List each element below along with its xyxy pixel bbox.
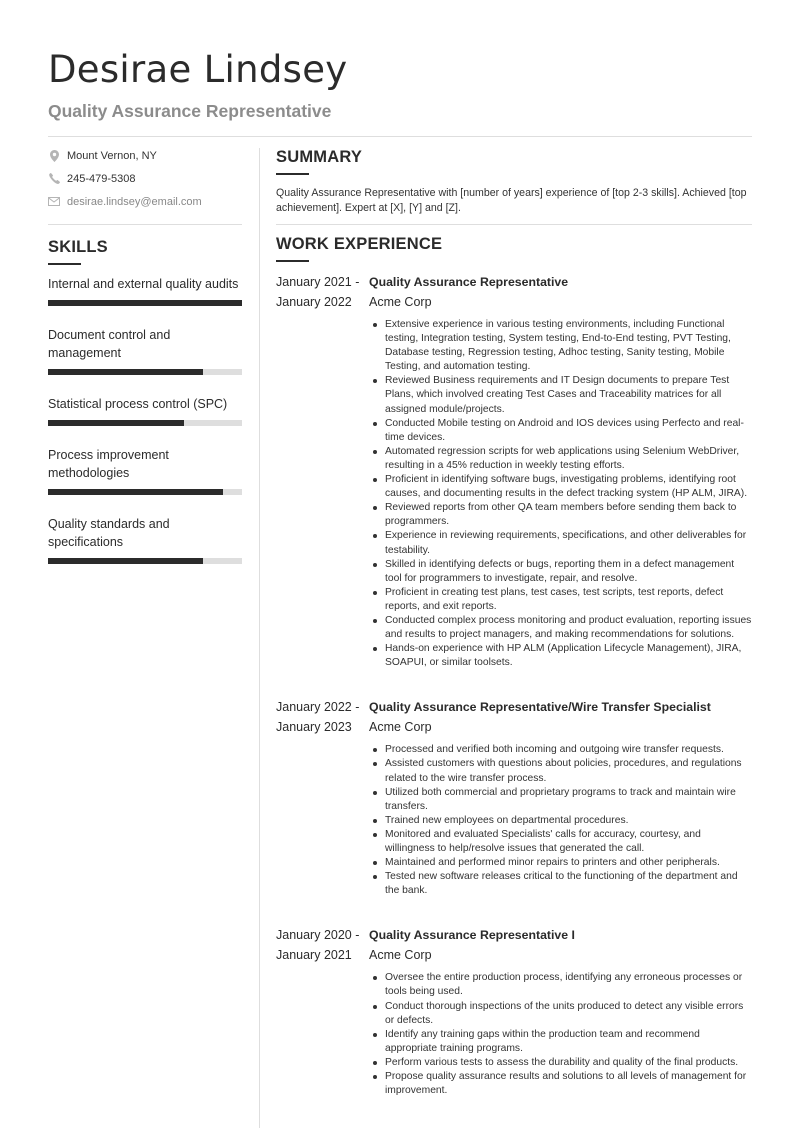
skills-section xyxy=(48,238,242,584)
job-bullet: Automated regression scripts for web applications using Selenium WebDriver, resulting in a 45% reduction in weekly testing efforts. xyxy=(385,445,752,473)
job-company: Acme Corp xyxy=(369,720,432,735)
skill-name: Statistical process control (SPC) xyxy=(48,397,228,411)
job-entry xyxy=(276,697,752,898)
job-dates: January 2021 - January 2022 xyxy=(276,275,360,309)
job-bullet: Utilized both commercial and proprietary programs to track and maintain wire transfers. xyxy=(385,786,752,814)
contact-location xyxy=(48,144,242,167)
job-bullet: Maintained and performed minor repairs to printers and other peripherals. xyxy=(385,856,752,870)
job-entry xyxy=(276,925,752,1098)
job-company: Acme Corp xyxy=(369,295,432,309)
job-bullet: Hands-on experience with HP ALM (Application Lifecycle Management), JIRA, SOAPUI, or similar toolsets. xyxy=(385,642,752,670)
job-bullet: Processed and verified both incoming and outgoing wire transfer requests. xyxy=(385,743,752,757)
job-bullet: Monitored and evaluated Specialists' calls for accuracy, courtesy, and willingness to help/resolve issues that generated the call. xyxy=(385,828,752,856)
skill-name: Document control and management xyxy=(48,328,171,360)
summary-text: Quality Assurance Representative with [number of years] experience of [top 2-3 skills]. Achieved [top achievement]. Expert at [X], [Y] and [Z]. xyxy=(276,187,747,214)
job-bullet: Conduct thorough inspections of the units produced to detect any visible errors or defects. xyxy=(385,1000,752,1028)
skill-item xyxy=(48,515,242,564)
skills-title-underline xyxy=(48,263,81,265)
job-bullet: Reviewed Business requirements and IT Design documents to prepare Test Plans, which involved creating Test Cases and Traceability matrices for all assigned module/projects. xyxy=(385,374,752,416)
envelope-icon xyxy=(48,196,60,208)
skill-name: Quality standards and specifications xyxy=(48,517,170,549)
job-bullet: Skilled in identifying defects or bugs, reporting them in a defect management tool for programmers to investigate, repair, and resolve. xyxy=(385,558,752,586)
left-divider xyxy=(48,224,242,225)
job-bullet: Conducted Mobile testing on Android and IOS devices using Perfecto and real-time devices. xyxy=(385,417,752,445)
job-bullets xyxy=(385,971,752,1098)
work-title-underline xyxy=(276,260,309,262)
job-bullet: Propose quality assurance results and solutions to all levels of management for improvement. xyxy=(385,1070,752,1098)
job-bullet: Trained new employees on departmental procedures. xyxy=(385,814,752,828)
skill-name: Internal and external quality audits xyxy=(48,277,239,291)
skill-item xyxy=(48,326,242,375)
skill-level-fill xyxy=(48,558,203,564)
job-bullet: Perform various tests to assess the durability and quality of the final products. xyxy=(385,1056,752,1070)
job-company: Acme Corp xyxy=(369,948,432,963)
location-text: Mount Vernon, NY xyxy=(67,149,157,162)
job-dates: January 2020 - January 2021 xyxy=(276,928,360,963)
skill-level-fill xyxy=(48,369,203,375)
skill-level-fill xyxy=(48,300,242,306)
resume-header xyxy=(48,46,752,122)
job-bullet: Proficient in identifying software bugs, investigating problems, identifying root causes, and documenting results in the defect tracking system (HP ALM, JIRA). xyxy=(385,473,752,501)
phone-icon xyxy=(48,173,60,185)
skill-item xyxy=(48,395,242,426)
job-title: Quality Assurance Representative/Wire Transfer Specialist xyxy=(369,700,711,715)
job-bullets xyxy=(385,318,752,670)
skill-level-fill xyxy=(48,489,223,495)
skill-level-bar xyxy=(48,369,242,375)
job-bullet: Identify any training gaps within the production team and recommend appropriate training programs. xyxy=(385,1028,752,1056)
job-bullet: Assisted customers with questions about policies, procedures, and regulations related to the wire transfer process. xyxy=(385,757,752,785)
skill-level-bar xyxy=(48,300,242,306)
column-divider xyxy=(259,148,260,1128)
job-entry xyxy=(276,272,752,670)
summary-title: SUMMARY xyxy=(276,148,363,166)
phone-text: 245-479-5308 xyxy=(67,172,136,185)
skill-level-bar xyxy=(48,489,242,495)
job-bullet: Conducted complex process monitoring and product evaluation, reporting issues and results to project managers, and making recommendations for solutions. xyxy=(385,614,752,642)
skill-item xyxy=(48,275,242,306)
job-bullet: Extensive experience in various testing environments, including Functional testing, Integration testing, System testing, End-to-End testing, PVT Testing, Database testing, Regression testing, Adhoc testing, Sanity testing, Mobile Testing, and automation testing. xyxy=(385,318,752,374)
skill-name: Process improvement methodologies xyxy=(48,448,169,480)
email-text[interactable]: desirae.lindsey@email.com xyxy=(67,195,202,208)
summary-title-underline xyxy=(276,173,309,175)
candidate-name: Desirae Lindsey xyxy=(48,48,348,91)
header-divider xyxy=(48,136,752,137)
job-title: Quality Assurance Representative I xyxy=(369,928,575,943)
job-bullet: Tested new software releases critical to the functioning of the department and the bank. xyxy=(385,870,752,898)
skills-list xyxy=(48,275,242,564)
work-title: WORK EXPERIENCE xyxy=(276,235,443,253)
contact-info xyxy=(48,144,242,213)
work-experience-section xyxy=(276,235,752,1098)
job-bullet: Proficient in creating test plans, test cases, test scripts, test reports, defect reports, and exit reports. xyxy=(385,586,752,614)
map-pin-icon xyxy=(48,150,60,162)
right-divider xyxy=(276,224,752,225)
job-bullet: Experience in reviewing requirements, specifications, and other deliverables for testability. xyxy=(385,529,752,557)
skill-level-bar xyxy=(48,558,242,564)
job-title: Quality Assurance Representative xyxy=(369,275,569,289)
summary-section xyxy=(276,148,752,216)
contact-phone xyxy=(48,167,242,190)
skill-item xyxy=(48,446,242,495)
job-list xyxy=(276,272,752,1098)
job-dates: January 2022 - January 2023 xyxy=(276,700,360,735)
skill-level-bar xyxy=(48,420,242,426)
candidate-role: Quality Assurance Representative xyxy=(48,101,332,121)
job-bullet: Reviewed reports from other QA team members before sending them back to programmers. xyxy=(385,501,752,529)
contact-email xyxy=(48,190,242,213)
skill-level-fill xyxy=(48,420,184,426)
job-bullets xyxy=(385,743,752,898)
job-bullet: Oversee the entire production process, identifying any erroneous processes or tools being used. xyxy=(385,971,752,999)
skills-title: SKILLS xyxy=(48,238,108,256)
